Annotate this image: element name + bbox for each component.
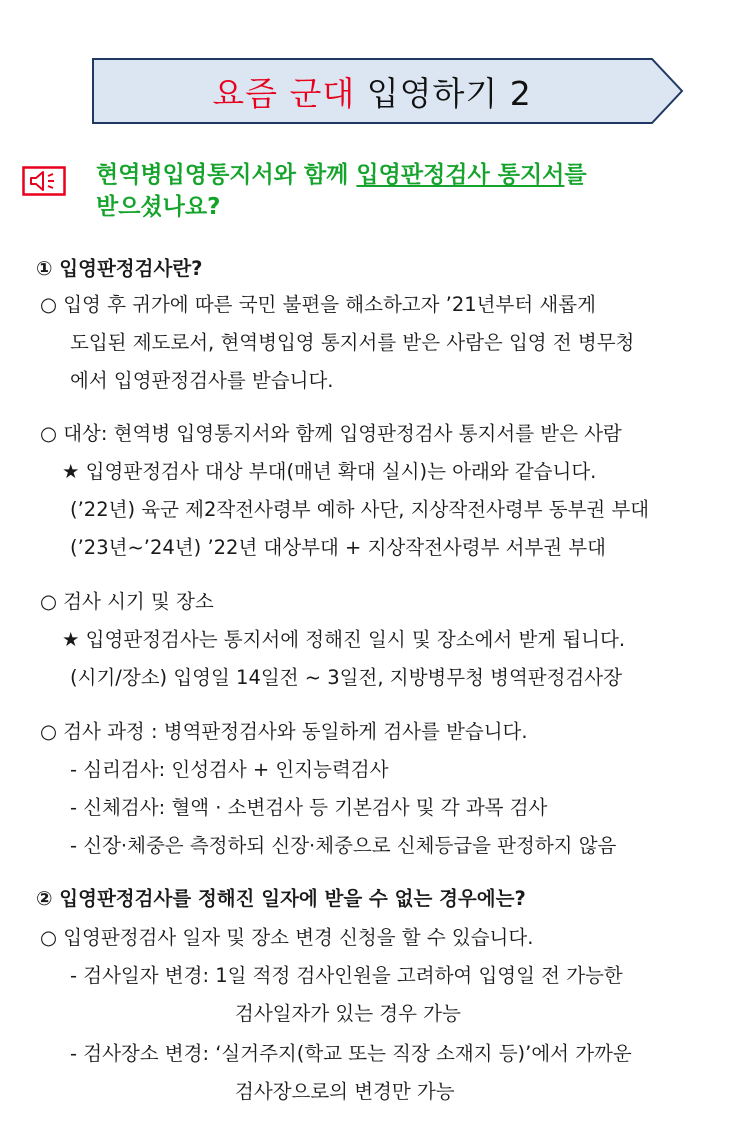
speaker-icon	[22, 166, 66, 196]
page-title	[92, 58, 652, 124]
s1-line: - 신체검사: 혈액 · 소변검사 등 기본검사 및 각 과목 검사	[70, 796, 548, 819]
s1-line: ○ 대상: 현역병 입영통지서와 함께 입영판정검사 통지서를 받은 사람	[40, 422, 622, 445]
subtitle-part2: 를	[564, 162, 587, 188]
s1-line: 도입된 제도로서, 현역병입영 통지서를 받은 사람은 입영 전 병무청	[70, 331, 635, 354]
s1-line: - 심리검사: 인성검사 + 인지능력검사	[70, 758, 389, 781]
section2-heading: ② 입영판정검사를 정해진 일자에 받을 수 없는 경우에는?	[36, 887, 526, 910]
s1-line: ○ 입영 후 귀가에 따른 국민 불편을 해소하고자 ’21년부터 새롭게	[40, 293, 596, 316]
s2-line: 검사일자가 있는 경우 가능	[235, 1002, 461, 1025]
s2-line: - 검사장소 변경: ‘실거주지(학교 또는 직장 소재지 등)’에서 가까운	[70, 1042, 632, 1065]
s1-line: - 신장·체중은 측정하되 신장·체중으로 신체등급을 판정하지 않음	[70, 834, 617, 857]
page-title-rest: 입영하기 2	[355, 73, 532, 113]
s1-line: ★ 입영판정검사 대상 부대(매년 확대 실시)는 아래와 같습니다.	[62, 460, 597, 483]
subtitle-part1: 현역병입영통지서와 함께	[96, 162, 357, 188]
s2-line: 검사장으로의 변경만 가능	[235, 1080, 455, 1103]
page-title-red: 요즘 군대	[212, 73, 356, 113]
s1-line: ○ 검사 시기 및 장소	[40, 590, 214, 613]
s2-line: ○ 입영판정검사 일자 및 장소 변경 신청을 할 수 있습니다.	[40, 926, 534, 949]
s1-line: (시기/장소) 입영일 14일전 ~ 3일전, 지방병무청 병역판정검사장	[70, 666, 622, 689]
s1-line: 에서 입영판정검사를 받습니다.	[70, 369, 334, 392]
s1-line: ○ 검사 과정 : 병역판정검사와 동일하게 검사를 받습니다.	[40, 720, 528, 743]
subtitle-line2: 받으셨나요?	[96, 194, 221, 220]
s1-line: (’23년~’24년) ’22년 대상부대 + 지상작전사령부 서부권 부대	[70, 536, 607, 559]
title-banner	[92, 58, 684, 124]
section1-heading: ① 입영판정검사란?	[36, 257, 203, 280]
s1-line: ★ 입영판정검사는 통지서에 정해진 일시 및 장소에서 받게 됩니다.	[62, 628, 626, 651]
s2-line: - 검사일자 변경: 1일 적정 검사인원을 고려하여 입영일 전 가능한	[70, 964, 623, 987]
subtitle	[96, 159, 736, 223]
subtitle-underlined: 입영판정검사 통지서	[356, 162, 565, 188]
s1-line: (’22년) 육군 제2작전사령부 예하 사단, 지상작전사령부 동부권 부대	[70, 498, 650, 521]
